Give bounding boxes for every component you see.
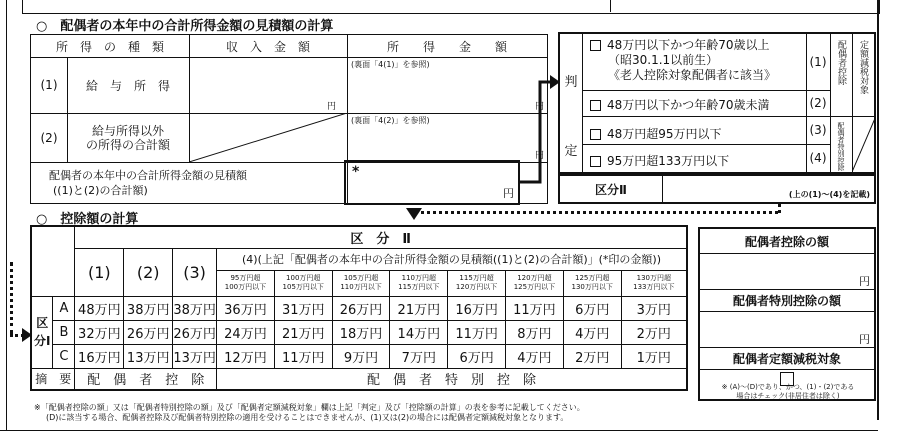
section2-title: ○ 控除額の計算	[36, 212, 139, 227]
col-header-4: (4)(上記「配偶者の本年中の合計所得金額の見積額((1)と(2)の合計額)」(*印の金額))	[217, 248, 687, 270]
judgement-box	[558, 32, 876, 174]
value-cell: 21万円	[274, 320, 332, 344]
col-header-1: (1)	[75, 248, 124, 296]
summary-label: 摘 要	[31, 368, 75, 390]
range-header-2-line1: 100万円超	[286, 274, 321, 282]
row2-amount-field[interactable]	[351, 127, 531, 159]
kubun2-header: 区 分 Ⅱ	[75, 226, 687, 248]
value-cell: 24万円	[217, 320, 275, 344]
judge-item-2[interactable]	[590, 96, 770, 113]
range-header-4-line2: 115万円以下	[398, 283, 440, 291]
fixed-target-label: 配偶者定額減税対象	[732, 351, 841, 366]
header-amount: 所 得 金 額	[386, 39, 507, 54]
bottom-line	[0, 430, 878, 431]
table-row	[31, 296, 687, 320]
special-deduction-label: 配偶者特別控除の額	[732, 293, 841, 308]
total-label-line1: 配偶者の本年中の合計所得金額の見積額	[49, 169, 247, 182]
row2-income-diagonal	[189, 113, 347, 162]
value-cell: 31万円	[274, 296, 332, 320]
range-header-4-line1: 110万円超	[401, 274, 436, 282]
fixed-col-diagonal	[852, 116, 876, 172]
col-header-3: (3)	[173, 248, 217, 296]
value-cell: 2万円	[563, 344, 621, 368]
right-frame-line	[877, 0, 879, 420]
total-label	[49, 168, 247, 198]
range-header-3-line1: 105万円超	[343, 274, 379, 282]
judge-item-2-label: 48万円以下かつ年齢70歳未満	[607, 98, 770, 112]
kubun2-note: (上の(1)〜(4)を記載)	[788, 190, 870, 199]
dotted-left-v	[10, 262, 13, 334]
row1-ref: (裏面「4(1)」を参照)	[351, 60, 430, 69]
special-deduction-field[interactable]	[704, 313, 870, 345]
range-header-7	[563, 270, 621, 296]
value-cell: 3万円	[621, 296, 687, 320]
footnote-line2: (D)に該当する場合、配偶者控除及び配偶者特別控除の適用を受けることはできませんが、(1)又は(2)の場合には配偶者定額減税対象となります。	[46, 413, 569, 422]
row2-amount-yen: 円	[535, 151, 545, 161]
range-header-7-line2: 130万円以下	[571, 283, 613, 291]
judge-num-1: (1)	[809, 55, 827, 69]
row-letter: C	[53, 344, 75, 368]
result-box	[698, 227, 876, 401]
row2-label: 給与所得以外 の所得の合計額	[85, 123, 170, 152]
dotted-arrow-down	[405, 206, 423, 222]
row1-label: 給 与 所 得	[85, 78, 170, 93]
range-header-5	[448, 270, 506, 296]
col-spouse-label: 配偶者控除	[836, 40, 846, 85]
value-cell: 1万円	[621, 344, 687, 368]
row1-amount-field[interactable]	[351, 71, 531, 111]
range-header-3	[332, 270, 390, 296]
value-cell: 4万円	[506, 344, 564, 368]
range-header-8-line1: 130万円超	[636, 274, 671, 282]
arrow-to-judgement	[518, 70, 560, 190]
range-header-1-line2: 100万円以下	[224, 283, 267, 291]
value-cell: 14万円	[390, 320, 448, 344]
judge-item-1-line3: 《老人控除対象配偶者に該当》	[608, 68, 777, 82]
range-header-2-line2: 105万円以下	[282, 283, 324, 291]
range-header-2	[274, 270, 332, 296]
value-cell: 26万円	[124, 320, 173, 344]
range-header-3-line2: 110万円以下	[340, 283, 382, 291]
col-fixed-label: 定額減税対象	[858, 40, 868, 94]
fixed-target-note-2: 場合はチェック(非居住者は除く)	[736, 392, 840, 400]
total-yen: 円	[503, 187, 514, 200]
row2-num: (2)	[40, 130, 58, 145]
summary-spouse: 配 偶 者 控 除	[75, 368, 217, 390]
value-cell: 26万円	[173, 320, 217, 344]
value-cell: 2万円	[621, 320, 687, 344]
value-cell: 21万円	[390, 296, 448, 320]
value-cell: 26万円	[332, 296, 390, 320]
value-cell: 38万円	[124, 296, 173, 320]
row1-income-yen: 円	[327, 102, 337, 112]
judge-num-4: (4)	[809, 151, 827, 165]
fixed-target-note-1: ※ (A)〜(D)であり、かつ、(1)・(2)である	[721, 383, 855, 391]
range-header-7-line1: 125万円超	[575, 274, 610, 282]
value-cell: 13万円	[124, 344, 173, 368]
range-header-6-line1: 120万円超	[517, 274, 552, 282]
table-row	[31, 320, 687, 344]
value-cell: 8万円	[506, 320, 564, 344]
range-header-8	[621, 270, 687, 296]
row-letter: A	[53, 296, 75, 320]
judge-checkbox-4[interactable]	[590, 156, 601, 167]
table-corner	[31, 226, 75, 296]
dotted-connector-h	[414, 211, 778, 214]
dotted-connector-v	[778, 204, 781, 213]
col-special-label: 配偶者特別控除	[837, 122, 845, 171]
spouse-deduction-label: 配偶者控除の額	[744, 234, 829, 249]
value-cell: 36万円	[217, 296, 275, 320]
judge-item-1-line2: （昭30.1.1以前生）	[608, 53, 719, 67]
left-frame-line	[6, 0, 7, 430]
judge-checkbox-3[interactable]	[590, 129, 601, 140]
judge-item-1[interactable]	[590, 38, 776, 83]
value-cell: 48万円	[75, 296, 124, 320]
value-cell: 16万円	[448, 296, 506, 320]
value-cell: 11万円	[274, 344, 332, 368]
range-header-1	[217, 270, 275, 296]
value-cell: 12万円	[217, 344, 275, 368]
judge-num-2: (2)	[809, 96, 827, 110]
judge-item-3-label: 48万円超95万円以下	[607, 127, 722, 141]
range-header-8-line2: 133万円以下	[633, 283, 675, 291]
value-cell: 6万円	[563, 296, 621, 320]
value-cell: 9万円	[332, 344, 390, 368]
row1-num: (1)	[40, 78, 58, 92]
value-cell: 18万円	[332, 320, 390, 344]
value-cell: 11万円	[448, 320, 506, 344]
judge-item-4[interactable]	[590, 152, 729, 169]
spouse-deduction-field[interactable]	[704, 255, 870, 287]
range-header-6	[506, 270, 564, 296]
value-cell: 38万円	[173, 296, 217, 320]
judge-item-3[interactable]	[590, 125, 722, 142]
value-cell: 13万円	[173, 344, 217, 368]
kubun2-box	[558, 174, 876, 204]
row2-ref: (裏面「4(2)」を参照)	[351, 116, 430, 125]
special-deduction-yen: 円	[859, 333, 870, 346]
range-header-1-line1: 95万円超	[230, 274, 261, 282]
total-star: *	[352, 164, 360, 180]
header-income: 収 入 金 額	[225, 39, 310, 54]
judge-item-4-label: 95万円超133万円以下	[607, 154, 730, 168]
header-type: 所 得 の 種 類	[55, 39, 164, 54]
judge-num-3: (3)	[809, 123, 827, 137]
deduction-table-wrap	[30, 225, 688, 391]
table-row	[31, 344, 687, 368]
value-cell: 32万円	[75, 320, 124, 344]
footnote	[34, 403, 694, 423]
kubun1-label: 区分Ⅰ	[31, 296, 53, 368]
value-rows	[31, 296, 687, 368]
judge-checkbox-1[interactable]	[590, 40, 601, 51]
range-header-6-line2: 125万円以下	[513, 283, 556, 291]
value-cell: 6万円	[448, 344, 506, 368]
row1-amount-yen: 円	[535, 102, 545, 112]
row1-income-field[interactable]	[191, 60, 345, 111]
judge-han: 判	[564, 74, 578, 90]
value-cell: 11万円	[506, 296, 564, 320]
summary-special: 配 偶 者 特 別 控 除	[217, 368, 687, 390]
total-label-line2: ((1)と(2)の合計額)	[53, 184, 148, 197]
range-header-4	[390, 270, 448, 296]
judge-item-1-line1: 48万円以下かつ年齢70歳以上	[607, 38, 770, 52]
range-header-5-line1: 115万円超	[459, 274, 494, 282]
top-band	[22, 0, 880, 14]
kubun2-label: 区分Ⅱ	[595, 182, 627, 197]
deduction-table	[30, 225, 688, 391]
row-letter: B	[53, 320, 75, 344]
value-cell: 4万円	[563, 320, 621, 344]
col-header-2: (2)	[124, 248, 173, 296]
top-band-divider	[610, 0, 611, 12]
spouse-deduction-yen: 円	[859, 275, 870, 288]
total-amount-field[interactable]	[344, 160, 520, 205]
section1-title: ○ 配偶者の本年中の合計所得金額の見積額の計算	[36, 19, 334, 34]
footnote-line1: ※「配偶者控除の額」又は「配偶者特別控除の額」及び「配偶者定額減税対象」欄は上記「判定」及び「控除額の計算」の表を参考に記載してください。	[34, 403, 585, 412]
fixed-target-note	[706, 383, 870, 401]
judge-tei: 定	[564, 143, 578, 159]
judge-checkbox-2[interactable]	[590, 100, 601, 111]
value-cell: 7万円	[390, 344, 448, 368]
range-header-5-line2: 120万円以下	[455, 283, 498, 291]
value-cell: 16万円	[75, 344, 124, 368]
